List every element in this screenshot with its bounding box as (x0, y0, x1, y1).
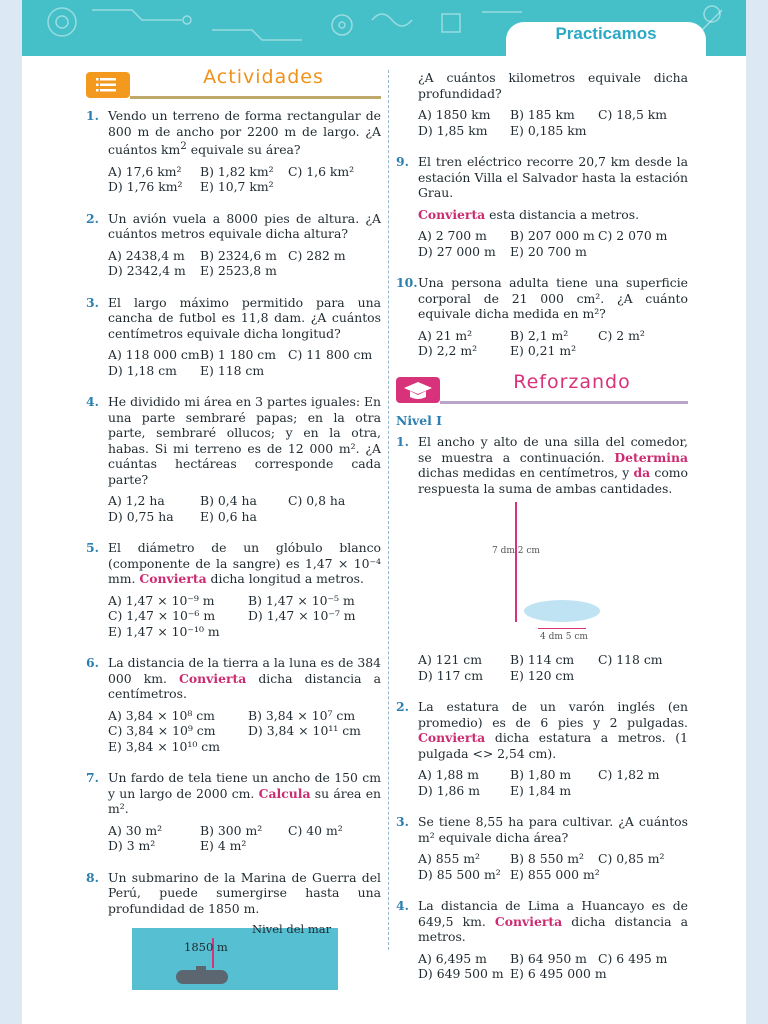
question-text-part: dicha distancia a centímetros. (108, 670, 381, 702)
option-d[interactable]: D) 3,84 × 10¹¹ cm (248, 723, 361, 739)
option-e[interactable]: E) 0,185 km (510, 122, 587, 138)
question-number: 1. (86, 108, 99, 123)
option-d[interactable]: D) 1,47 × 10⁻⁷ m (248, 608, 356, 624)
column-divider (388, 70, 389, 950)
graduation-cap-icon (396, 377, 440, 403)
question-8 (86, 870, 381, 917)
option-c[interactable]: C) 282 m (288, 247, 346, 263)
answer-options (86, 593, 381, 640)
reforzando-question-1 (396, 434, 688, 496)
answer-options (396, 851, 688, 882)
option-b[interactable]: B) 1,82 km² (200, 163, 274, 179)
option-b[interactable]: B) 1 180 cm (200, 347, 276, 363)
question-text (418, 699, 688, 761)
option-c[interactable]: C) 0,85 m² (598, 851, 665, 866)
question-2 (86, 211, 381, 242)
option-e[interactable]: E) 4 m² (200, 838, 247, 854)
option-a[interactable]: A) 121 cm (418, 652, 482, 667)
question-number: 2. (396, 699, 409, 714)
option-d[interactable]: D) 649 500 m (418, 966, 504, 981)
reforzando-question-3 (396, 814, 688, 845)
question-instruction (418, 207, 688, 223)
question-number: 6. (86, 655, 99, 671)
submarine-icon (176, 970, 228, 984)
option-c[interactable]: C) 18,5 km (598, 107, 668, 122)
option-d[interactable]: D) 1,76 km² (108, 179, 183, 195)
option-a[interactable]: A) 1,47 × 10⁻⁹ m (108, 592, 215, 608)
answer-options (396, 652, 688, 683)
question-text-part: La distancia de Lima a Huancayo es de 649,5 km. (418, 898, 688, 929)
option-e[interactable]: E) 855 000 m² (510, 866, 600, 882)
question-number: 4. (396, 898, 409, 913)
option-e[interactable]: E) 0,6 ha (200, 508, 257, 524)
question-text-part: La estatura de un varón inglés (en promedio) es de 6 pies y 2 pulgadas. (418, 699, 688, 730)
question-text-part: esta distancia a metros. (485, 206, 640, 222)
question-4 (86, 394, 381, 487)
right-column (396, 70, 688, 998)
option-a[interactable]: A) 30 m² (108, 822, 163, 838)
question-number: 7. (86, 770, 99, 786)
height-line (515, 502, 517, 622)
question-number: 10. (396, 275, 418, 290)
question-7 (86, 770, 381, 817)
option-d[interactable]: D) 1,86 m (418, 782, 480, 798)
instruction-keyword: da (633, 465, 651, 480)
level-heading: Nivel I (396, 412, 442, 428)
answer-options (396, 951, 688, 982)
option-d[interactable]: D) 85 500 m² (418, 866, 501, 882)
question-number: 3. (396, 814, 409, 829)
question-text: Un avión vuela a 8000 pies de altura. ¿A cuántos metros equivale dicha altura? (108, 210, 381, 242)
question-text-part: El diámetro de un glóbulo blanco (componente de la sangre) es 1,47 × 10⁻⁴ mm. (108, 540, 381, 587)
option-d[interactable]: D) 117 cm (418, 667, 483, 683)
question-text-part: El ancho y alto de una silla del comedor, se muestra a continuación. (418, 434, 688, 465)
superscript: 2 (180, 140, 187, 152)
instruction-keyword: Convierta (418, 206, 486, 222)
option-a[interactable]: A) 2438,4 m (108, 247, 185, 263)
option-e[interactable]: E) 3,84 × 10¹⁰ cm (108, 738, 220, 754)
section-tab-label: Practicamos (555, 24, 657, 43)
section-rule (440, 401, 688, 404)
question-number: 5. (86, 540, 99, 556)
question-text-part: su área en m². (108, 785, 382, 817)
question-text-part: equivale su área? (186, 142, 301, 158)
option-a[interactable]: A) 17,6 km² (108, 163, 182, 179)
question-text (108, 770, 381, 817)
section-title: Actividades (203, 66, 324, 88)
right-margin-band (746, 0, 768, 1024)
question-text (418, 898, 688, 945)
section-rule (130, 96, 381, 99)
question-text: El largo máximo permitido para una cancha de futbol es 11,8 dam. ¿A cuántos centímetros equivale dicha longitud? (108, 294, 381, 341)
question-text-part: Vendo un terreno de forma rectangular de 800 m de ancho por 2200 m de largo. ¿A cuántos km (108, 108, 381, 158)
question-text (108, 108, 381, 158)
option-c[interactable]: C) 6 495 m (598, 950, 668, 966)
option-e[interactable]: E) 1,47 × 10⁻¹⁰ m (108, 623, 220, 639)
answer-options (396, 228, 688, 259)
answer-options (86, 823, 381, 854)
chair-figure (416, 502, 688, 652)
instruction-keyword: Determina (614, 449, 688, 465)
option-e[interactable]: E) 20 700 m (510, 243, 587, 259)
option-e[interactable]: E) 118 cm (200, 362, 265, 378)
sea-level-label: Nivel del mar (252, 922, 332, 937)
option-c[interactable]: C) 1,6 km² (288, 163, 355, 179)
answer-options (86, 248, 381, 279)
question-text: He dividido mi área en 3 partes iguales: En una parte sembraré papas; en la otra parte, sembraré ollucos; y en la otra, habas. Si mi terreno es de 12 000 m². ¿A cuántas hectáreas corresponde cada parte? (108, 394, 381, 487)
option-d[interactable]: D) 2342,4 m (108, 263, 186, 279)
option-b[interactable]: B) 64 950 m (510, 950, 587, 966)
option-e[interactable]: E) 6 495 000 m (510, 966, 607, 981)
question-text (418, 434, 688, 496)
option-b[interactable]: B) 1,80 m (510, 767, 572, 782)
question-text: ¿A cuántos kilometros equivale dicha profundidad? (418, 70, 688, 101)
answer-options (396, 107, 688, 138)
option-a[interactable]: A) 2 700 m (418, 228, 487, 243)
question-text: El tren eléctrico recorre 20,7 km desde la estación Villa el Salvador hasta la estación Grau. (418, 154, 688, 200)
option-a[interactable]: A) 1,88 m (418, 767, 479, 782)
option-d[interactable]: D) 2,2 m² (418, 343, 478, 358)
option-a[interactable]: A) 21 m² (418, 327, 473, 343)
option-c[interactable]: C) 11 800 cm (288, 347, 373, 363)
chair-seat (524, 600, 600, 622)
option-a[interactable]: A) 6,495 m (418, 950, 487, 966)
answer-options (86, 708, 381, 755)
option-b[interactable]: B) 1,47 × 10⁻⁵ m (248, 592, 355, 608)
instruction-keyword: Convierta (139, 571, 207, 587)
answer-options (396, 767, 688, 798)
question-text: Una persona adulta tiene una superficie corporal de 21 000 cm². ¿A cuánto equivale dicha medida en m²? (418, 275, 688, 321)
option-a[interactable]: A) 118 000 cm (108, 347, 200, 363)
width-line (538, 628, 586, 629)
question-text-part: como respuesta la suma de ambas cantidades. (418, 465, 688, 496)
option-c[interactable]: C) 40 m² (288, 822, 343, 838)
option-c[interactable]: C) 0,8 ha (288, 493, 346, 509)
height-label: 7 dm 2 cm (492, 546, 540, 556)
option-d[interactable]: D) 1,18 cm (108, 362, 177, 378)
question-number: 4. (86, 394, 99, 410)
option-e[interactable]: E) 10,7 km² (200, 179, 274, 195)
reforzando-header (396, 370, 688, 405)
option-b[interactable]: B) 2,1 m² (510, 327, 569, 343)
option-e[interactable]: E) 0,21 m² (510, 343, 577, 358)
option-b[interactable]: B) 3,84 × 10⁷ cm (248, 707, 356, 723)
instruction-keyword: Convierta (418, 730, 486, 745)
reforzando-question-2 (396, 699, 688, 761)
left-column (86, 66, 382, 992)
question-number: 1. (396, 434, 409, 449)
question-9 (396, 154, 688, 222)
submarine-figure (132, 922, 338, 992)
option-d[interactable]: D) 3 m² (108, 838, 156, 854)
option-a[interactable]: A) 855 m² (418, 851, 481, 866)
option-a[interactable]: A) 1,2 ha (108, 493, 165, 509)
answer-options (86, 164, 381, 195)
question-5 (86, 540, 381, 587)
option-c[interactable]: C) 2 m² (598, 327, 645, 343)
option-d[interactable]: D) 0,75 ha (108, 508, 174, 524)
section-title: Reforzando (513, 370, 631, 393)
option-e[interactable]: E) 120 cm (510, 667, 575, 683)
option-b[interactable]: B) 0,4 ha (200, 493, 257, 509)
question-6 (86, 655, 381, 702)
option-d[interactable]: D) 27 000 m (418, 243, 496, 259)
question-text-part: La distancia de la tierra a la luna es de 384 000 km. (108, 655, 381, 686)
depth-label: 1850 m (184, 940, 228, 955)
question-text-part: dichas medidas en centímetros, y (418, 465, 634, 480)
question-text: Se tiene 8,55 ha para cultivar. ¿A cuántos m² equivale dicha área? (418, 814, 688, 845)
question-text-part: dicha distancia a metros. (418, 913, 688, 944)
question-number: 8. (86, 869, 99, 885)
option-b[interactable]: B) 2324,6 m (200, 247, 277, 263)
width-label: 4 dm 5 cm (540, 632, 588, 642)
question-text (108, 655, 381, 702)
question-10 (396, 275, 688, 322)
option-d[interactable]: D) 1,85 km (418, 122, 488, 138)
question-text-part: dicha longitud a metros. (206, 571, 364, 587)
question-number: 2. (86, 210, 99, 226)
option-c[interactable]: C) 1,82 m (598, 767, 660, 782)
question-text: Un submarino de la Marina de Guerra del Perú, puede sumergirse hasta una profundidad de 1850 m. (108, 869, 381, 916)
answer-options (86, 347, 381, 378)
answer-options (396, 328, 688, 359)
option-c[interactable]: C) 2 070 m (598, 228, 668, 243)
question-number: 9. (396, 154, 409, 169)
question-number: 3. (86, 294, 99, 310)
option-c[interactable]: C) 1,47 × 10⁻⁶ m (108, 608, 216, 624)
option-b[interactable]: B) 114 cm (510, 652, 575, 667)
instruction-keyword: Convierta (179, 670, 247, 686)
page-header (22, 0, 746, 56)
instruction-keyword: Convierta (494, 913, 563, 929)
question-text (108, 540, 381, 587)
question-1 (86, 108, 381, 158)
option-c[interactable]: C) 118 cm (598, 652, 663, 667)
option-c[interactable]: C) 3,84 × 10⁹ cm (108, 723, 216, 739)
question-text-part: dicha estatura a metros. (1 pulgada <> 2,54 cm). (418, 730, 688, 761)
option-e[interactable]: E) 1,84 m (510, 782, 572, 798)
option-b[interactable]: B) 207 000 m (510, 228, 595, 243)
question-text-part: Un fardo de tela tiene un ancho de 150 cm y un largo de 2000 cm. (108, 770, 381, 801)
actividades-header (86, 66, 381, 100)
left-margin-band (0, 0, 22, 1024)
option-a[interactable]: A) 1850 km (418, 107, 491, 122)
option-b[interactable]: B) 300 m² (200, 822, 263, 838)
question-8-continued (396, 70, 688, 101)
question-3 (86, 295, 381, 342)
option-b[interactable]: B) 8 550 m² (510, 851, 585, 866)
option-b[interactable]: B) 185 km (510, 107, 575, 122)
reforzando-question-4 (396, 898, 688, 945)
instruction-keyword: Calcula (258, 785, 311, 801)
list-icon (86, 72, 130, 98)
option-a[interactable]: A) 3,84 × 10⁸ cm (108, 707, 215, 723)
answer-options (86, 493, 381, 524)
option-e[interactable]: E) 2523,8 m (200, 263, 277, 279)
